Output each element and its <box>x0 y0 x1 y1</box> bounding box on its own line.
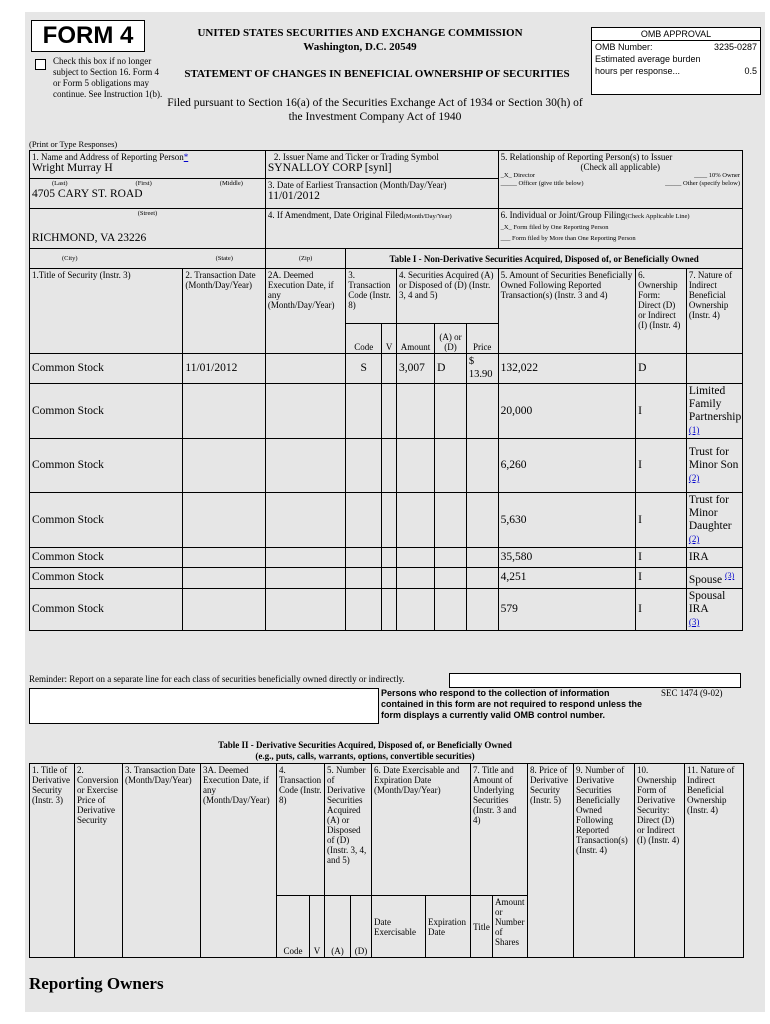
city-cell <box>30 209 266 249</box>
cell-title: Common Stock <box>30 568 183 589</box>
cell-amount <box>397 493 435 548</box>
omb-number-value: 3235-0287 <box>713 42 757 52</box>
t2-h11: 11. Nature of Indirect Beneficial Ownership (Instr. 4) <box>685 764 744 958</box>
reporting-owners-heading: Reporting Owners <box>29 974 164 993</box>
cell-aord: D <box>435 354 467 384</box>
no-longer-subject-checkbox[interactable] <box>35 59 46 70</box>
cell-deemed <box>265 493 345 548</box>
reporting-person-cell <box>30 151 266 179</box>
t2-h10: 10. Ownership Form of Derivative Security: Direct (D) or Indirect (I) (Instr. 4) <box>635 764 685 958</box>
cell-deemed <box>265 568 345 589</box>
table-row <box>30 548 743 568</box>
cell-code <box>346 588 382 630</box>
csz-labels-cell <box>30 249 266 269</box>
zip-label: (Zip) <box>265 249 345 269</box>
cell-aord <box>435 548 467 568</box>
cell-aord <box>435 588 467 630</box>
cell-aord <box>435 384 467 439</box>
amendment-cell <box>265 209 498 249</box>
cell-v <box>382 384 397 439</box>
t2-h3: 3. Transaction Date (Month/Day/Year) <box>123 764 201 958</box>
omb-approval-box <box>591 27 761 95</box>
cell-form: I <box>636 493 687 548</box>
cell-price <box>466 568 498 589</box>
cell-title: Common Stock <box>30 588 183 630</box>
form-page <box>25 12 765 1012</box>
cell-aord <box>435 568 467 589</box>
t2-title-header: Title <box>471 896 493 958</box>
table-2-subtitle: (e.g., puts, calls, warrants, options, convertible securities) <box>255 751 475 761</box>
table-2-title <box>165 740 565 762</box>
cell-price: $ 13.90 <box>466 354 498 384</box>
city-label: (City) <box>62 254 78 262</box>
cell-nature <box>686 354 742 384</box>
cell-owned: 579 <box>498 588 636 630</box>
cell-owned: 6,260 <box>498 439 636 493</box>
table-2-title-text: Table II - Derivative Securities Acquired, Disposed of, or Beneficially Owned <box>218 740 512 750</box>
cell-v <box>382 588 397 630</box>
cell-nature <box>686 568 742 589</box>
t2-h9: 9. Number of Derivative Securities Beneficially Owned Following Reported Transaction(s) (Instr. 4) <box>574 764 635 958</box>
cell-nature <box>686 439 742 493</box>
reminder-box <box>449 673 741 688</box>
t2-code-header: Code <box>277 896 310 958</box>
table-1-title: Table I - Non-Derivative Securities Acquired, Disposed of, or Beneficially Owned <box>346 249 743 269</box>
omb-hours-value: 0.5 <box>744 66 757 76</box>
cell-form: D <box>636 354 687 384</box>
reporting-person-name: Wright Murray H <box>32 162 113 174</box>
filing-sub: (Check Applicable Line) <box>625 213 690 220</box>
t2-exp-header: Expiration Date <box>426 896 471 958</box>
footnote-link[interactable]: (3) <box>724 571 735 580</box>
relationship-sub: (Check all applicable) <box>580 162 661 172</box>
table-row <box>30 439 743 493</box>
filing-label: 6. Individual or Joint/Group Filing <box>500 210 626 220</box>
table-row <box>30 493 743 548</box>
cell-deemed <box>265 354 345 384</box>
t2-h1: 1. Title of Derivative Security (Instr. 3) <box>30 764 75 958</box>
persons-notice: Persons who respond to the collection of information contained in this form are not required to respond unless the form displays a currently valid OMB control number. <box>381 688 643 720</box>
cell-form: I <box>636 568 687 589</box>
table-row <box>30 354 743 384</box>
table-2 <box>29 763 744 958</box>
cell-title: Common Stock <box>30 548 183 568</box>
cell-price <box>466 493 498 548</box>
sec-form-number: SEC 1474 (9-02) <box>661 688 723 698</box>
relationship-label: 5. Relationship of Reporting Person(s) to Issuer <box>500 152 673 162</box>
t2-v-header: V <box>310 896 325 958</box>
cell-aord <box>435 439 467 493</box>
city-state-zip: RICHMOND, VA 23226 <box>32 232 147 244</box>
cell-price <box>466 548 498 568</box>
director-option[interactable]: _X_ Director <box>500 172 536 179</box>
omb-number-label: OMB Number: <box>595 42 653 52</box>
cell-price <box>466 384 498 439</box>
cell-amount <box>397 588 435 630</box>
filed-line-1: Filed pursuant to Section 16(a) of the Securities Exchange Act of 1934 or Section 30(h) of <box>167 97 583 109</box>
t2-amount-header: Amount or Number of Shares <box>493 896 528 958</box>
cell-v <box>382 493 397 548</box>
agency-city: Washington, D.C. 20549 <box>303 41 417 53</box>
officer-option[interactable]: _____ Officer (give title below) <box>500 180 584 187</box>
cell-title: Common Stock <box>30 384 183 439</box>
checkbox-label: Check this box if no longer subject to Section 16. Form 4 or Form 5 obligations may continue. See Instruction 1(b). <box>53 56 163 99</box>
street-address: 4705 CARY ST. ROAD <box>32 188 143 200</box>
filing-more-option[interactable]: ___ Form filed by More than One Reporting Person <box>500 235 636 242</box>
cell-amount <box>397 439 435 493</box>
t2-h6: 6. Date Exercisable and Expiration Date (Month/Day/Year) <box>372 764 471 896</box>
cell-nature <box>686 548 742 568</box>
t1-h6: 6. Ownership Form: Direct (D) or Indirect (I) (Instr. 4) <box>636 269 687 354</box>
t2-h5: 5. Number of Derivative Securities Acquired (A) or Disposed of (D) (Instr. 3, 4, and 5) <box>325 764 372 896</box>
cell-title: Common Stock <box>30 439 183 493</box>
t1-h4: 4. Securities Acquired (A) or Disposed of (D) (Instr. 3, 4 and 5) <box>397 269 499 324</box>
cell-deemed <box>265 548 345 568</box>
footnote-link[interactable]: (3) <box>688 616 700 627</box>
cell-date <box>183 384 266 439</box>
cell-code <box>346 493 382 548</box>
reminder-text: Reminder: Report on a separate line for each class of securities beneficially owned directly or indirectly. <box>29 674 405 684</box>
footnote-link[interactable]: (2) <box>688 473 700 483</box>
cell-code <box>346 548 382 568</box>
t1-h2a: 2A. Deemed Execution Date, if any (Month/Day/Year) <box>265 269 345 354</box>
reporting-person-asterisk-link[interactable]: * <box>183 152 189 162</box>
t1-v-header: V <box>382 324 397 354</box>
table-1 <box>29 150 743 631</box>
reminder-box-large <box>29 688 379 724</box>
cell-deemed <box>265 384 345 439</box>
cell-nature <box>686 384 742 439</box>
cell-nature <box>686 588 742 630</box>
cell-amount <box>397 568 435 589</box>
omb-title: OMB APPROVAL <box>592 28 760 41</box>
cell-v <box>382 568 397 589</box>
t1-h5: 5. Amount of Securities Beneficially Owned Following Reported Transaction(s) (Instr. 3 and 4) <box>498 269 636 354</box>
form-4-label: FORM 4 <box>31 20 145 52</box>
cell-owned: 35,580 <box>498 548 636 568</box>
cell-date <box>183 493 266 548</box>
cell-code <box>346 568 382 589</box>
cell-date <box>183 568 266 589</box>
first-label: (First) <box>135 180 152 187</box>
cell-title: Common Stock <box>30 493 183 548</box>
cell-amount <box>397 384 435 439</box>
omb-burden: Estimated average burden <box>595 54 701 64</box>
cell-date: 11/01/2012 <box>183 354 266 384</box>
cell-price <box>466 439 498 493</box>
amendment-sub: (Month/Day/Year) <box>403 213 452 220</box>
filed-line-2: the Investment Company Act of 1940 <box>288 111 462 123</box>
t2-date-ex-header: Date Exercisable <box>372 896 426 958</box>
issuer-name: SYNALLOY CORP [synl] <box>267 162 392 174</box>
nature-text: Limited Family Partnership <box>688 385 742 423</box>
cell-code: S <box>346 354 382 384</box>
cell-form: I <box>636 548 687 568</box>
t2-h8: 8. Price of Derivative Security (Instr. 5) <box>528 764 574 958</box>
table-row <box>30 568 743 589</box>
t2-d-header: (D) <box>351 896 372 958</box>
relationship-cell <box>498 151 742 209</box>
nature-text: Trust for Minor Son <box>688 446 739 471</box>
name-parts-cell <box>30 179 266 209</box>
cell-date <box>183 548 266 568</box>
t1-price-header: Price <box>466 324 498 354</box>
earliest-date-label: 3. Date of Earliest Transaction (Month/Day/Year) <box>267 180 447 190</box>
t1-h1: 1.Title of Security (Instr. 3) <box>30 269 183 354</box>
t1-amount-header: Amount <box>397 324 435 354</box>
earliest-date-value: 11/01/2012 <box>267 190 320 202</box>
cell-owned: 20,000 <box>498 384 636 439</box>
ten-pct-owner-option[interactable]: ____ 10% Owner <box>694 172 740 179</box>
cell-code <box>346 384 382 439</box>
reporting-person-label: 1. Name and Address of Reporting Person <box>32 152 184 162</box>
cell-owned: 4,251 <box>498 568 636 589</box>
state-label: (State) <box>215 254 233 262</box>
omb-hours-label: hours per response... <box>595 66 681 76</box>
cell-amount <box>397 548 435 568</box>
cell-form: I <box>636 384 687 439</box>
amendment-label: 4. If Amendment, Date Original Filed <box>267 210 404 220</box>
nature-text: Spousal IRA <box>688 589 726 615</box>
street-label: (Street) <box>137 210 158 217</box>
issuer-label: 2. Issuer Name and Ticker or Trading Symbol <box>273 152 439 162</box>
cell-deemed <box>265 439 345 493</box>
footnote-link[interactable]: (2) <box>688 534 700 544</box>
nature-text: Trust for Minor Daughter <box>688 494 732 532</box>
cell-code <box>346 439 382 493</box>
footnote-link[interactable]: (1) <box>688 425 700 435</box>
agency-header <box>175 26 545 54</box>
middle-label: (Middle) <box>219 180 243 187</box>
t2-h7: 7. Title and Amount of Underlying Securities (Instr. 3 and 4) <box>471 764 528 896</box>
t2-h3a: 3A. Deemed Execution Date, if any (Month/Day/Year) <box>201 764 277 958</box>
last-label: (Last) <box>52 180 68 187</box>
filing-one-option[interactable]: _X_ Form filed by One Reporting Person <box>500 224 609 231</box>
cell-price <box>466 588 498 630</box>
cell-v <box>382 354 397 384</box>
filed-pursuant <box>145 96 605 124</box>
cell-date <box>183 588 266 630</box>
other-option[interactable]: _____ Other (specify below) <box>665 180 740 187</box>
cell-deemed <box>265 588 345 630</box>
cell-date <box>183 439 266 493</box>
filing-cell <box>498 209 742 249</box>
cell-v <box>382 548 397 568</box>
statement-title: STATEMENT OF CHANGES IN BENEFICIAL OWNERSHIP OF SECURITIES <box>184 68 570 80</box>
cell-owned: 132,022 <box>498 354 636 384</box>
nature-text: Spouse <box>688 573 723 586</box>
issuer-cell <box>265 151 498 179</box>
t1-h3: 3. Transaction Code (Instr. 8) <box>346 269 397 324</box>
t2-h4: 4. Transaction Code (Instr. 8) <box>277 764 325 896</box>
t1-aord-header: (A) or (D) <box>435 324 467 354</box>
earliest-date-cell <box>265 179 498 209</box>
cell-title: Common Stock <box>30 354 183 384</box>
t1-h2: 2. Transaction Date (Month/Day/Year) <box>183 269 266 354</box>
print-type-note: (Print or Type Responses) <box>29 139 118 149</box>
t1-h7: 7. Nature of Indirect Beneficial Ownership (Instr. 4) <box>686 269 742 354</box>
cell-v <box>382 439 397 493</box>
t2-h2: 2. Conversion or Exercise Price of Derivative Security <box>75 764 123 958</box>
cell-aord <box>435 493 467 548</box>
t2-a-header: (A) <box>325 896 351 958</box>
cell-amount: 3,007 <box>397 354 435 384</box>
agency-name: UNITED STATES SECURITIES AND EXCHANGE COMMISSION <box>197 27 523 39</box>
table-row <box>30 588 743 630</box>
cell-form: I <box>636 588 687 630</box>
cell-form: I <box>636 439 687 493</box>
t1-code-header: Code <box>346 324 382 354</box>
cell-owned: 5,630 <box>498 493 636 548</box>
cell-nature <box>686 493 742 548</box>
nature-text: IRA <box>688 551 709 563</box>
table-row <box>30 384 743 439</box>
